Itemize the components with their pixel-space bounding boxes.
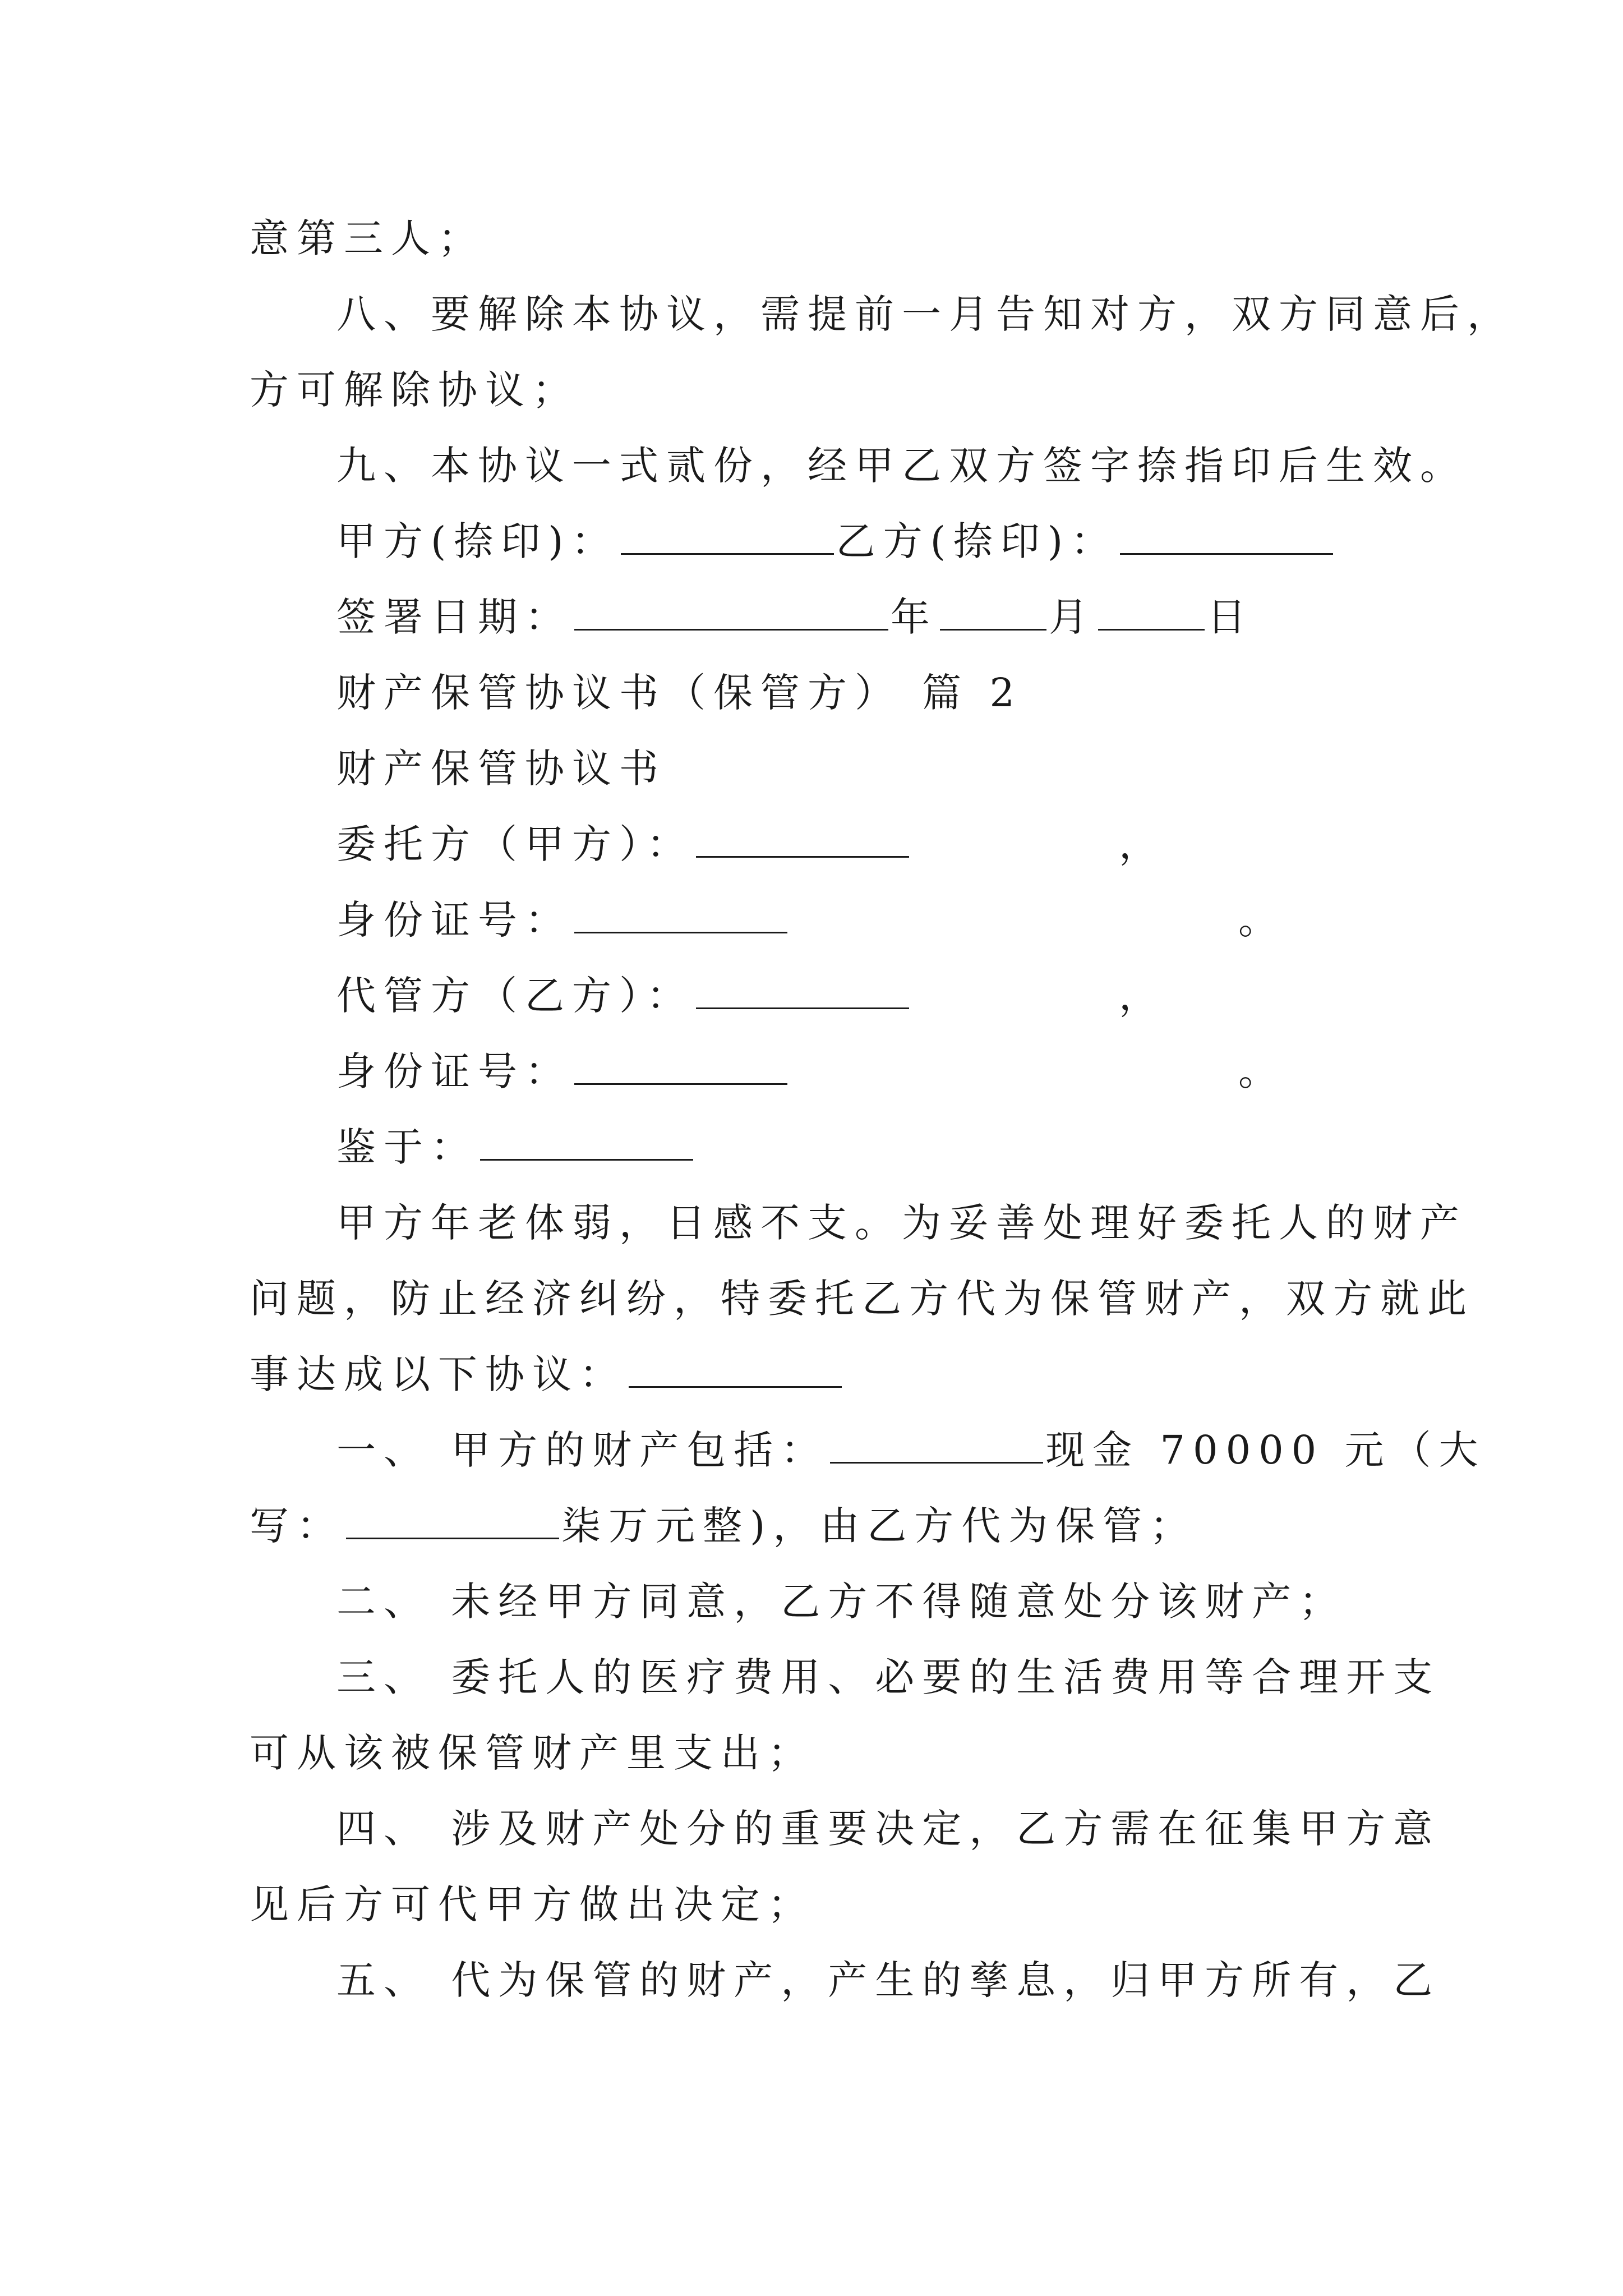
line-text: 事达成以下协议： — [250, 1351, 626, 1397]
text-line — [250, 1343, 844, 1405]
line-text: 问题，防止经济纠纷，特委托乙方代为保管财产，双方就此 — [250, 1276, 1474, 1322]
line-text: 甲方年老体弱，日感不支。为妥善处理好委托人的财产 — [336, 1200, 1467, 1246]
line-text: 财产保管协议书（保管方） 篇 2 — [336, 670, 1023, 716]
clause-3 — [336, 1646, 1440, 1708]
custodian-blank — [696, 970, 909, 1009]
party-a-seal-blank — [621, 516, 834, 555]
line-text: 九、本协议一式贰份，经甲乙双方签字捺指印后生效。 — [336, 443, 1467, 489]
clause-5 — [336, 1949, 1440, 2011]
clause-2 — [336, 1571, 1346, 1632]
id-number-label: 身份证号： — [336, 897, 572, 943]
month-blank — [940, 592, 1046, 631]
line-text: 一、 甲方的财产包括： — [336, 1427, 828, 1473]
line-text: 五、 代为保管的财产，产生的孳息，归甲方所有，乙 — [336, 1957, 1441, 2003]
section-heading — [336, 662, 1022, 724]
party-b-seal-label: 乙方(捺印)： — [836, 518, 1118, 564]
signing-date-label: 签署日期： — [336, 594, 572, 640]
id-number-blank — [574, 895, 787, 933]
line-text: 见后方可代甲方做出决定； — [250, 1881, 815, 1927]
party-a-seal-label: 甲方(捺印)： — [336, 518, 619, 564]
line-text: 财产保管协议书 — [336, 746, 666, 792]
text-line — [250, 1495, 1197, 1557]
text-line — [336, 1192, 1467, 1254]
whereas-label: 鉴于： — [336, 1124, 478, 1170]
custodian-id-line — [336, 1041, 1285, 1102]
line-text: 方可解除协议； — [250, 367, 579, 413]
principal-id-line — [336, 889, 1285, 951]
month-label: 月 — [1049, 594, 1096, 640]
line-text: 意第三人； — [250, 215, 485, 261]
line-text: 可从该被保管财产里支出； — [250, 1730, 815, 1776]
line-text: 写： — [250, 1503, 344, 1549]
whereas-line — [336, 1116, 695, 1178]
line-text: 三、 委托人的医疗费用、必要的生活费用等合理开支 — [336, 1654, 1441, 1700]
year-label: 年 — [891, 594, 938, 640]
line-text: 四、 涉及财产处分的重要决定，乙方需在征集甲方意 — [336, 1806, 1441, 1852]
document-title — [336, 738, 666, 799]
signing-date-line — [336, 586, 1254, 648]
date-blank — [574, 592, 888, 631]
amount-words-blank — [346, 1501, 559, 1539]
text-line — [250, 1268, 1474, 1329]
text-line — [250, 1874, 815, 1935]
line-text: 现金 70000 元（大 — [1045, 1427, 1486, 1473]
custodian-line — [336, 965, 1166, 1027]
clause-9 — [336, 435, 1467, 496]
punctuation: 。 — [1238, 1048, 1285, 1094]
agreement-blank — [629, 1349, 842, 1388]
clause-8 — [336, 283, 1514, 345]
signature-line — [336, 510, 1335, 572]
day-label: 日 — [1207, 594, 1254, 640]
punctuation: ， — [1119, 821, 1166, 867]
id-number-label: 身份证号： — [336, 1048, 572, 1094]
punctuation: 。 — [1238, 897, 1285, 943]
principal-blank — [696, 819, 909, 858]
clause-1 — [336, 1419, 1486, 1481]
principal-label: 委托方（甲方）： — [336, 821, 694, 867]
day-blank — [1098, 592, 1205, 631]
text-line — [250, 208, 485, 269]
custodian-label: 代管方（乙方）： — [336, 973, 694, 1019]
property-blank — [830, 1425, 1043, 1464]
punctuation: ， — [1119, 973, 1166, 1019]
line-text: 八、要解除本协议，需提前一月告知对方，双方同意后， — [336, 291, 1514, 337]
principal-line — [336, 813, 1166, 875]
id-number-blank — [574, 1046, 787, 1085]
clause-4 — [336, 1798, 1440, 1860]
party-b-seal-blank — [1120, 516, 1333, 555]
line-text: 柒万元整)，由乙方代为保管； — [561, 1503, 1197, 1549]
text-line — [250, 1722, 815, 1784]
text-line — [250, 359, 579, 421]
line-text: 二、 未经甲方同意，乙方不得随意处分该财产； — [336, 1579, 1347, 1625]
whereas-blank — [480, 1122, 693, 1161]
